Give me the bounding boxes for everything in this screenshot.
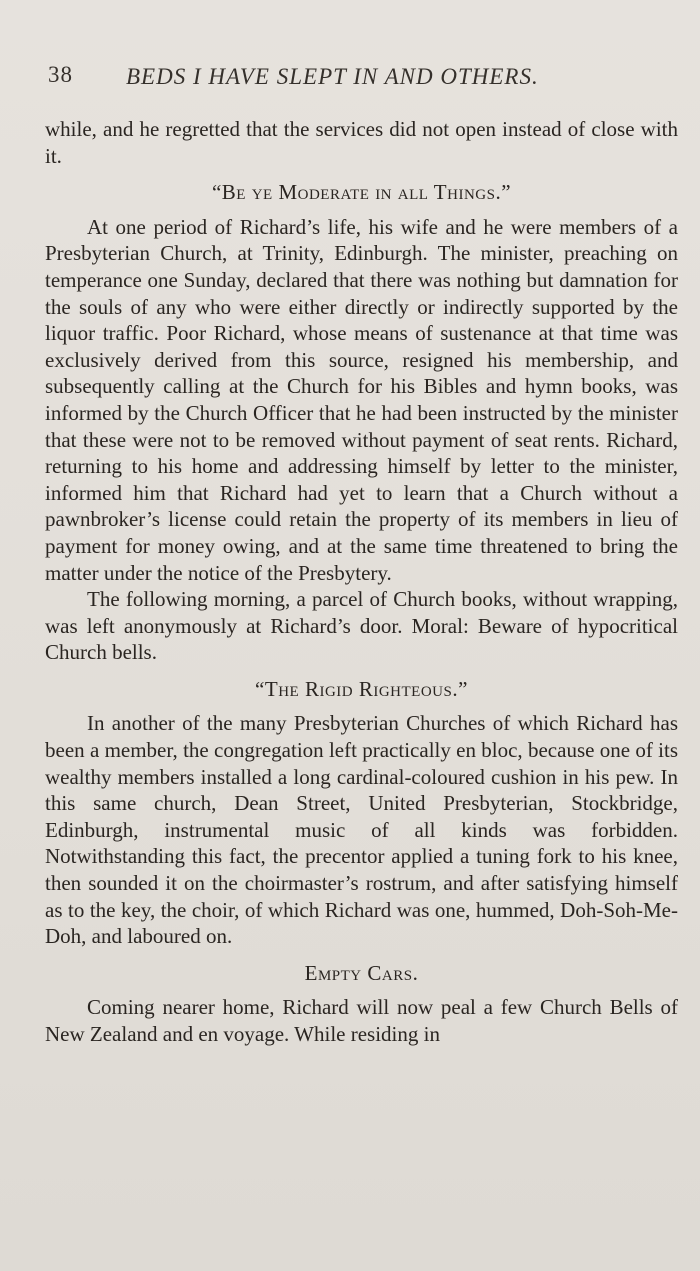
paragraph-another-church: In another of the many Presbyterian Churches of which Richard has been a member, the congregation left practically en bloc, because one of its wealthy members installed a long cardinal-coloured cushion in his pew. In this same church, Dean Street, United Presbyterian, Stockbridge, Edinburgh, instrumental music of all kinds was forbidden. Notwithstanding this fact, the precentor applied a tuning fork to his knee, then sounded it on the choirmaster’s rostrum, and after satisfying himself as to the key, the choir, of which Richard was one, hummed, Doh-Soh-Me-Doh, and laboured on.: [45, 711, 678, 949]
section-heading-moderate: “Be ye Moderate in all Things.”: [211, 180, 512, 205]
page-number: 38: [48, 62, 73, 87]
paragraph-coming-nearer-home: Coming nearer home, Richard will now peal a few Church Bells of New Zealand and en voyage. While residing in: [45, 995, 678, 1046]
running-title: BEDS I HAVE SLEPT IN AND OTHERS.: [126, 64, 539, 89]
paragraph-continuation: while, and he regretted that the services did not open instead of close with it.: [45, 117, 678, 168]
paragraph-presbyterian-church: At one period of Richard’s life, his wife and he were members of a Presbyterian Church, at Trinity, Edinburgh. The minister, preaching on temperance one Sunday, declared that there was nothing but damnation for the souls of any who were either directly or indirectly supported by the liquor traffic. Poor Richard, whose means of sustenance at that time was exclusively derived from this source, resigned his membership, and subsequently calling at the Church for his Bibles and hymn books, was informed by the Church Officer that he had been instructed by the minister that these were not to be removed without payment of seat rents. Richard, returning to his home and addressing himself by letter to the minister, informed him that Richard had yet to learn that a Church without a pawnbroker’s license could retain the property of its members in lieu of payment for money owing, and at the same time threatened to bring the matter under the notice of the Presbytery.: [45, 214, 678, 585]
section-heading-rigid-righteous: “The Rigid Righteous.”: [255, 676, 468, 701]
page-body: [45, 116, 678, 1048]
paragraph-following-morning: The following morning, a parcel of Church books, without wrapping, was left anonymously at Richard’s door. Moral: Beware of hypocritical Church bells.: [45, 587, 678, 665]
section-heading-empty-cars: Empty Cars.: [304, 960, 419, 985]
